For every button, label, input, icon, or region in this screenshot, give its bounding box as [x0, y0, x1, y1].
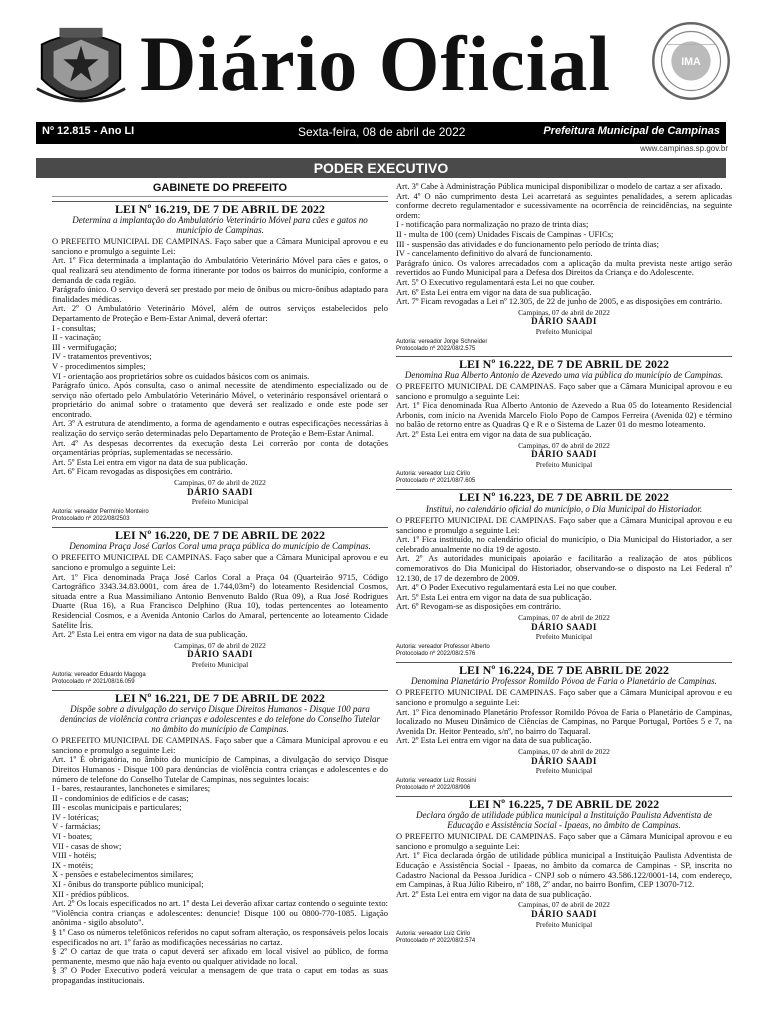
law-paragraph: XI - ônibus do transporte público municipal; [52, 879, 204, 890]
law-paragraph: III - suspensão das atividades e do funcionamento pelo período de trinta dias; [396, 238, 659, 249]
law-paragraph: IX - motéis; [52, 859, 94, 870]
mayor-role: Prefeito Municipal [535, 766, 593, 776]
law-paragraph: V - farmácias; [52, 821, 101, 832]
law-title: LEI Nº 16.219, DE 7 DE ABRIL DE 2022 [52, 201, 388, 215]
law-paragraph: § 3º O Poder Executivo poderá veicular a mensagem de que trata o caput em todas as suas propagandas institucionais. [52, 965, 388, 985]
law-paragraph: Parágrafo único. O serviço deverá ser prestado por meio de ônibus ou micro-ônibus adaptado para finalidades médicas. [52, 284, 388, 304]
law-paragraph: Art. 3º A estrutura de atendimento, a forma de agendamento e outras especificações necessárias à realização do serviço serão determinadas pelo Departamento de Proteção e Bem-Estar Animal. [52, 418, 388, 439]
law-protocol: Protocolado nº 2022/08/2.574 [396, 938, 476, 945]
left-column [52, 182, 388, 1020]
law-title: LEI Nº 16.223, DE 7 DE ABRIL DE 2022 [396, 489, 732, 503]
law-protocol: Protocolado nº 2022/08/2503 [52, 515, 130, 522]
signature-block [396, 747, 732, 776]
edition-number: Nº 12.815 - Ano LI [42, 125, 135, 137]
law-paragraph: Art. 1º Fica denominada Rua Alberto Antonio de Azevedo a Rua 05 do loteamento Residencial Arbonis, com início na Avenida Marcelo Fiolo Popo de Campos Ferreira (Avenida 02) e término no balão de retorno entre as Quadras Q e R e o Sistema de Lazer 01 do mesmo loteamento. [396, 400, 732, 430]
protocol-info [396, 339, 732, 353]
law-paragraph: Art. 5º O Executivo regulamentará esta Lei no que couber. [396, 276, 595, 287]
mayor-role: Prefeito Municipal [535, 326, 593, 336]
law-paragraph: O PREFEITO MUNICIPAL DE CAMPINAS. Faço saber que a Câmara Municipal aprovou e eu sanciono e promulgo a seguinte Lei: [52, 735, 388, 755]
mayor-name: DÁRIO SAADI [531, 316, 597, 327]
section-header: PODER EXECUTIVO [36, 158, 726, 178]
signature-place-date: Campinas, 07 de abril de 2022 [518, 900, 610, 910]
protocol-info [396, 471, 732, 485]
law-block [52, 527, 388, 686]
mayor-name: DÁRIO SAADI [187, 649, 253, 660]
law-paragraph: II - condomínios de edifícios e de casas; [52, 792, 189, 803]
law-paragraph: IV - cancelamento definitivo do alvará de funcionamento. [396, 248, 593, 259]
signature-place-date: Campinas, 07 de abril de 2022 [518, 746, 610, 756]
law-subtitle: Determina a implantação do Ambulatório Veterinário Móvel para cães e gatos no município de Campinas. [72, 215, 368, 236]
law-subtitle: Dispõe sobre a divulgação do serviço Disque Direitos Humanos - Disque 100 para denúncias de violência contra crianças e adolescentes e do telefone do Conselho Tutelar no âmbito do município de Campinas. [60, 704, 380, 735]
law-protocol: Protocolado nº 2022/08/2.575 [396, 345, 476, 352]
law-paragraph: I - notificação para normalização no prazo de trinta dias; [396, 219, 589, 230]
law-paragraph: VIII - hotéis; [52, 850, 97, 861]
law-protocol: Protocolado nº 2021/08/7.605 [396, 478, 476, 485]
law-paragraph: O PREFEITO MUNICIPAL DE CAMPINAS. Faço saber que a Câmara Municipal aprovou e eu sanciono e promulgo a seguinte Lei: [396, 381, 732, 401]
law-paragraph: Art. 2º Esta Lei entra em vigor na data de sua publicação. [396, 735, 592, 746]
mayor-role: Prefeito Municipal [191, 659, 249, 669]
law-paragraph: O PREFEITO MUNICIPAL DE CAMPINAS. Faço saber que a Câmara Municipal aprovou e eu sanciono e promulgo a seguinte Lei: [396, 515, 732, 535]
law-protocol: Protocolado nº 2021/08/16.059 [52, 678, 135, 685]
law-block [396, 356, 732, 486]
protocol-info [52, 672, 388, 686]
law-paragraph: O PREFEITO MUNICIPAL DE CAMPINAS. Faço saber que a Câmara Municipal aprovou e eu sanciono e promulgo a seguinte Lei: [52, 552, 388, 572]
law-title: LEI Nº 16.221, DE 7 DE ABRIL DE 2022 [52, 690, 388, 704]
law-block [396, 796, 732, 946]
law-paragraph: Art. 4º O Poder Executivo regulamentará esta Lei no que couber. [396, 582, 617, 593]
law-paragraph: O PREFEITO MUNICIPAL DE CAMPINAS. Faço saber que a Câmara Municipal aprovou e eu sanciono e promulgo a seguinte Lei: [396, 831, 732, 851]
law-author: Autoria: vereador Luiz Cirilo [396, 471, 471, 478]
law-paragraph: I - bares, restaurantes, lanchonetes e similares; [52, 783, 211, 794]
law-paragraph: Art. 2º O Ambulatório Veterinário Móvel, além de outros serviços estabelecidos pelo Departamento de Proteção e Bem-Estar Animal, deverá ofertar: [52, 303, 388, 323]
city-crest-icon [30, 20, 132, 118]
department-title: GABINETE DO PREFEITO [52, 184, 388, 197]
signature-place-date: Campinas, 07 de abril de 2022 [174, 478, 266, 488]
law-block [52, 690, 388, 986]
law-paragraph: Art. 5º Esta Lei entra em vigor na data de sua publicação. [396, 591, 592, 602]
right-column [396, 182, 732, 1020]
law-paragraph: Art. 1º Fica denominada Praça José Carlos Coral a Praça 04 (Quarteirão 9715, Código Cartográfico 3343.34.83.0001, com área de 1.744,03m²) do loteamento Residencial Cosmos, situada entre a Rua Massimiliano Antonio Benvenuto Baldo (Rua 09), a Rua José Rodrigues Duarte (Rua 16), a Rua Francisco Delphino (Rua 10), todas pertencentes ao loteamento Residencial Cosmos, e a Avenida Antonio Carlos do Amaral, pertencente ao loteamento Cidade Satélite Íris. [52, 571, 388, 630]
mayor-role: Prefeito Municipal [535, 632, 593, 642]
mayor-role: Prefeito Municipal [535, 459, 593, 469]
mayor-role: Prefeito Municipal [191, 497, 249, 507]
protocol-info [396, 644, 732, 658]
law-paragraph: O PREFEITO MUNICIPAL DE CAMPINAS. Faço saber que a Câmara Municipal aprovou e eu sanciono e promulgo a seguinte Lei: [396, 687, 732, 707]
law-paragraph: Art. 1º É obrigatória, no âmbito do município de Campinas, a divulgação do serviço Disque Direitos Humanos - Disque 100 para denúncias de violência contra crianças e adolescentes e do número de telefone do Conselho Tutelar de Campinas, nos seguintes locais: [52, 754, 388, 784]
law-paragraph: I - consultas; [52, 322, 96, 333]
law-paragraph: VII - casas de show; [52, 840, 122, 851]
law-paragraph: Art. 7º Ficam revogadas a Lei nº 12.305, de 22 de junho de 2005, e as disposições em contrário. [396, 296, 723, 307]
law-paragraph: Art. 1º Fica determinada a implantação do Ambulatório Veterinário Móvel para cães e gatos, o qual realizará seu atendimento de forma itinerante por todos os bairros do município, conforme a demanda de cada região. [52, 255, 388, 285]
law-title: LEI Nº 16.222, DE 7 DE ABRIL DE 2022 [396, 356, 732, 370]
law-paragraph: II - multa de 100 (cem) Unidades Fiscais de Campinas - UFICs; [396, 228, 614, 239]
mayor-name: DÁRIO SAADI [531, 449, 597, 460]
law-title: LEI Nº 16.225, 7 DE ABRIL DE 2022 [396, 796, 732, 810]
law-paragraph: Art. 4º As despesas decorrentes da execução desta Lei correrão por conta de dotações orçamentárias próprias, suplementadas se necessário. [52, 437, 388, 458]
law-paragraph: IV - lotéricas; [52, 811, 100, 822]
publisher-name: Prefeitura Municipal de Campinas [543, 125, 720, 137]
law-paragraph: § 1º Caso os números telefônicos referidos no caput sofram alteração, os responsáveis pelos locais especificados no art. 1º farão as modificações necessárias no cartaz. [52, 927, 388, 947]
law-paragraph: Art. 2º Esta Lei entra em vigor na data de sua publicação. [396, 888, 592, 899]
law-author: Autoria: vereador Professor Alberto [396, 643, 490, 650]
law-block [52, 201, 388, 523]
law-title: LEI Nº 16.224, DE 7 DE ABRIL DE 2022 [396, 662, 732, 676]
svg-text:IMA: IMA [681, 56, 701, 69]
signature-block [396, 441, 732, 470]
law-author: Autoria: vereador Permínio Monteiro [52, 508, 149, 515]
law-paragraph: Art. 6º Ficam revogadas as disposições em contrário. [52, 466, 233, 477]
law-block [396, 489, 732, 657]
law-author: Autoria: vereador Eduardo Magoga [52, 671, 146, 678]
protocol-info [396, 778, 732, 792]
signature-place-date: Campinas, 07 de abril de 2022 [174, 640, 266, 650]
law-paragraph: Art. 1º Fica denominado Planetário Professor Romildo Póvoa de Faria o Planetário de Campinas, localizado no Museu Dinâmico de Ciências de Campinas, no Parque Portugal, Portões 5 e 7, na Avenida Dr. Heitor Penteado, s/nº, no bairro do Taquaral. [396, 706, 732, 736]
publisher-url[interactable]: www.campinas.sp.gov.br [640, 144, 728, 153]
law-author: Autoria: vereador Jorge Schneider [396, 338, 488, 345]
law-paragraph: X - pensões e estabelecimentos similares; [52, 869, 194, 880]
law-protocol: Protocolado nº 2022/08/2.576 [396, 650, 476, 657]
mayor-name: DÁRIO SAADI [531, 755, 597, 766]
law-paragraph: Art. 3º Cabe à Administração Pública municipal disponibilizar o modelo de cartaz a ser afixado. [396, 182, 723, 191]
newspaper-title: Diário Oficial [140, 20, 612, 107]
publication-date: Sexta-feira, 08 de abril de 2022 [298, 125, 466, 139]
law-paragraph: Parágrafo único. Os valores arrecadados com a aplicação da multa prevista neste artigo serão revertidos ao Fundo Municipal para a Defesa dos Direitos da Criança e do Adolescente. [396, 257, 732, 278]
law-paragraph: Art. 6º Esta Lei entra em vigor na data de sua publicação. [396, 286, 592, 297]
law-protocol: Protocolado nº 2022/08/906 [396, 784, 471, 791]
protocol-info [396, 931, 732, 945]
law-paragraph: Art. 1º Fica instituído, no calendário oficial do município, o Dia Municipal do Historiador, a ser celebrado anualmente no dia 19 de agosto. [396, 534, 732, 554]
law-author: Autoria: vereador Luiz Rossini [396, 777, 477, 784]
law-paragraph: Art. 2º As autoridades municipais apoiarão e facilitarão a realização de atos públicos comemorativos do Dia Municipal do Historiador, observando-se o disposto na Lei Federal nº 12.130, de 17 de dezembro de 2009. [396, 553, 732, 583]
signature-place-date: Campinas, 07 de abril de 2022 [518, 440, 610, 450]
signature-place-date: Campinas, 07 de abril de 2022 [518, 612, 610, 622]
law-paragraph: Art. 4º O não cumprimento desta Lei acarretará as seguintes penalidades, a serem aplicadas conforme decreto regulamentador e sucessivamente na ocorrência de reincidências, na seguinte ordem: [396, 190, 732, 220]
law-paragraph: V - procedimentos simples; [52, 360, 146, 371]
law-title: LEI Nº 16.220, DE 7 DE ABRIL DE 2022 [52, 527, 388, 541]
law-subtitle: Declara órgão de utilidade pública municipal a Instituição Paulista Adventista de Educação e Assistência Social - Ipaeas, no âmbito de Campinas. [416, 810, 712, 831]
law-paragraph: Art. 2º Esta Lei entra em vigor na data de sua publicação. [396, 429, 592, 440]
signature-place-date: Campinas, 07 de abril de 2022 [518, 307, 610, 317]
law-paragraph: Parágrafo único. Após consulta, caso o animal necessite de atendimento especializado ou de serviço não ofertado pelo Ambulatório Veterinário Móvel, o veterinário responsável orientará o proprietário do animal sobre o tratamento que deverá ser realizado e onde este pode ser encontrado. [52, 380, 388, 419]
law-subtitle: Institui, no calendário oficial do município, o Dia Municipal do Historiador. [425, 504, 703, 515]
law-paragraph: VI - orientação aos proprietários sobre os cuidados básicos com os animais. [52, 370, 310, 381]
law-paragraph: Art. 5º Esta Lei entra em vigor na data de sua publicação. [52, 456, 248, 467]
law-paragraph: III - escolas municipais e particulares; [52, 802, 182, 813]
law-paragraph: XII - prédios públicos. [52, 888, 129, 899]
law-paragraph: III - vermifugação; [52, 341, 117, 352]
edition-bar [36, 122, 726, 144]
signature-block [396, 900, 732, 929]
law-paragraph: Art. 2º Esta Lei entra em vigor na data de sua publicação. [52, 629, 248, 640]
law-subtitle: Denomina Rua Alberto Antonio de Azevedo uma via pública do município de Campinas. [404, 370, 724, 381]
law-paragraph: VI - boates; [52, 831, 93, 842]
signature-block [52, 641, 388, 670]
signature-block [396, 613, 732, 642]
law-subtitle: Denomina Planetário Professor Romildo Póvoa de Faria o Planetário de Campinas. [411, 676, 717, 687]
law-author: Autoria: vereador Luiz Cirilo [396, 931, 471, 938]
law-paragraph: § 2º O cartaz de que trata o caput deverá ser afixado em local visível ao público, de forma permanente, mesmo que não haja evento ou qualquer atividade no local. [52, 946, 388, 966]
certification-seal-icon [650, 20, 732, 102]
signature-block [52, 478, 388, 507]
law-subtitle: Denomina Praça José Carlos Coral uma praça pública do município de Campinas. [69, 541, 371, 552]
law-paragraph: II - vacinação; [52, 332, 102, 343]
signature-block [396, 308, 732, 337]
protocol-info [52, 509, 388, 523]
mayor-role: Prefeito Municipal [535, 919, 593, 929]
mayor-name: DÁRIO SAADI [187, 486, 253, 497]
law-continuation [396, 182, 732, 307]
mayor-name: DÁRIO SAADI [531, 909, 597, 920]
law-paragraph: Art. 2º Os locais especificados no art. 1º desta Lei deverão afixar cartaz contendo o seguinte texto: "Violência contra crianças e adolescentes: denuncie! Disque 100 ou 0800-770-1085. Ligação anônima - sigilo absoluto". [52, 898, 388, 928]
law-paragraph: IV - tratamentos preventivos; [52, 351, 152, 362]
mayor-name: DÁRIO SAADI [531, 621, 597, 632]
law-paragraph: O PREFEITO MUNICIPAL DE CAMPINAS. Faço saber que a Câmara Municipal aprovou e eu sanciono e promulgo a seguinte Lei: [52, 236, 388, 256]
law-paragraph: Art. 1º Fica declarada órgão de utilidade pública municipal a Instituição Paulista Adventista de Educação e Assistência Social - Ipaeas, no âmbito da comarca de Campinas - SP, inscrita no Cadastro Nacional da Pessoa Jurídica - CNPJ sob o número 43.586.122/0001-14, com endereço, em Campinas, à Rua Júlio Ribeiro, nº 188, 2º andar, no bairro Bonfim, CEP 13070-712. [396, 850, 732, 890]
law-paragraph: Art. 6º Revogam-se as disposições em contrário. [396, 601, 562, 612]
law-block [396, 662, 732, 792]
